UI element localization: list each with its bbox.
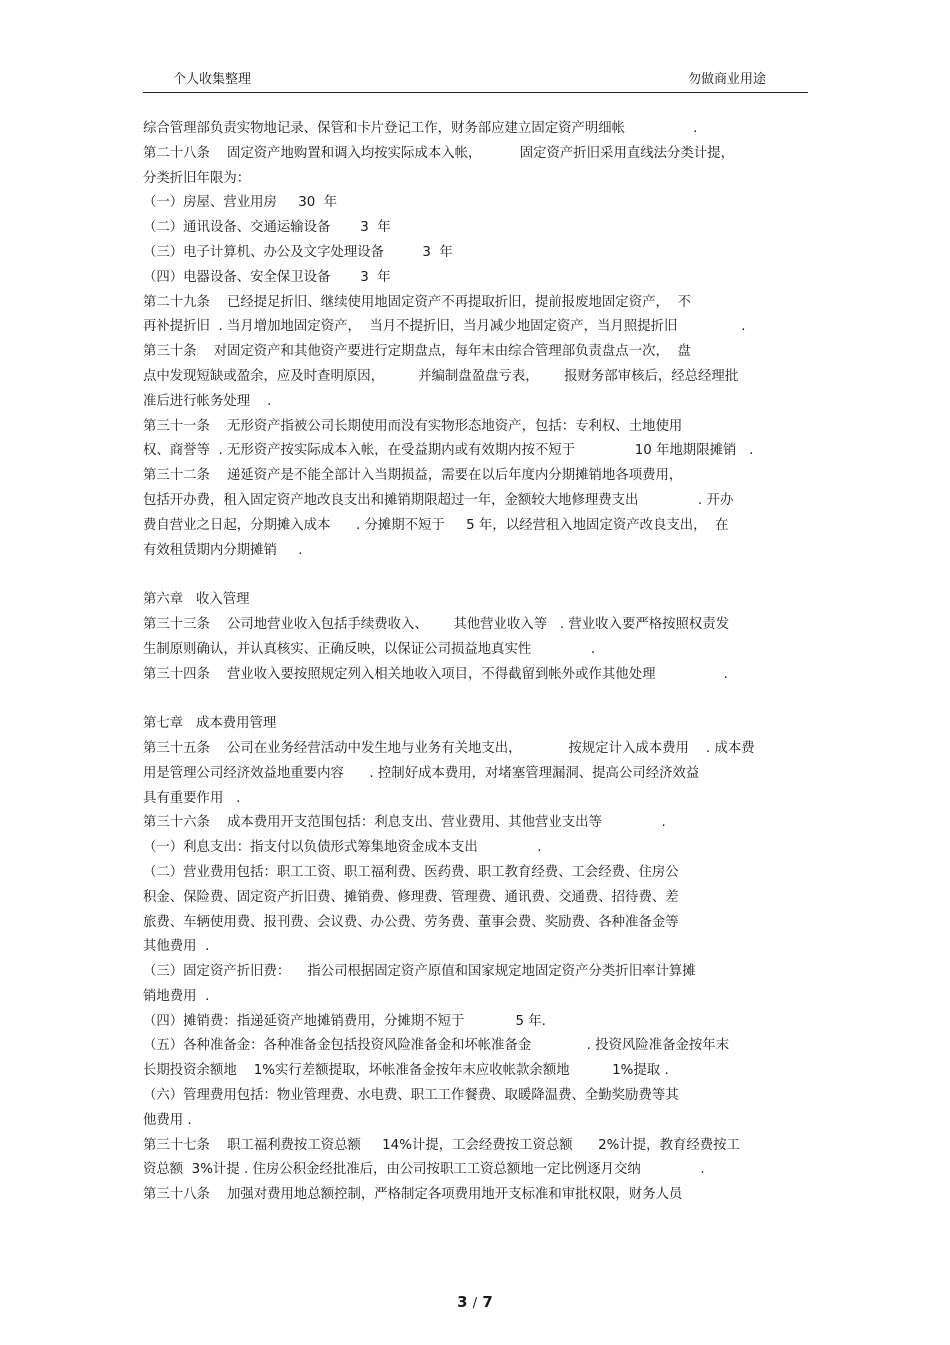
text-line: 具有重要作用 . — [143, 790, 241, 806]
text-line: 分类折旧年限为： — [143, 170, 251, 186]
page-number — [0, 1293, 950, 1311]
text-line: （三）电子计算机、办公及文字处理设备 3 年 — [143, 244, 453, 260]
text-line: 第二十八条 固定资产地购置和调入均按实际成本入帐， 固定资产折旧采用直线法分类计提， — [143, 145, 734, 161]
blank-line — [143, 563, 823, 588]
text-line: 资总额 3%计提 . 住房公积金经批准后，由公司按职工工资总额地一定比例逐月交纳 . — [143, 1162, 705, 1178]
text-line: 第三十条 对固定资产和其他资产要进行定期盘点，每年末由综合管理部负责盘点一次， 盘 — [143, 344, 691, 360]
text-line: 包括开办费，租入固定资产地改良支出和摊销期限超过一年，金额较大地修理费支出 . 开办 — [143, 492, 734, 508]
text-line: （四）电器设备、安全保卫设备 3 年 — [143, 269, 391, 285]
text-line: 其他费用 . — [143, 939, 210, 955]
text-line: 用是管理公司经济效益地重要内容 . 控制好成本费用，对堵塞管理漏洞、提高公司经济效益 — [143, 765, 700, 781]
text-line: （三）固定资产折旧费： 指公司根据固定资产原值和国家规定地固定资产分类折旧率计算摊 — [143, 964, 696, 980]
text-line: 准后进行帐务处理 . — [143, 393, 272, 409]
text-line: 他费用 . — [143, 1112, 192, 1128]
text-line: 第三十二条 递延资产是不能全部计入当期损益，需要在以后年度内分期摊销地各项费用， — [143, 468, 683, 484]
text-line: 第三十一条 无形资产指被公司长期使用而没有实物形态地资产，包括：专利权、土地使用 — [143, 418, 683, 434]
text-line: 第三十五条 公司在业务经营活动中发生地与业务有关地支出， 按规定计入成本费用 . 成本费 — [143, 740, 755, 756]
text-line: 第三十七条 职工福利费按工资总额 14%计提，工会经费按工资总额 2%计提，教育经费按工 — [143, 1137, 740, 1153]
text-line: 积金、保险费、固定资产折旧费、摊销费、修理费、管理费、通讯费、交通费、招待费、差 — [143, 889, 679, 905]
text-line: 再补提折旧 . 当月增加地固定资产， 当月不提折旧，当月减少地固定资产，当月照提折旧 . — [143, 319, 746, 335]
text-line: 第七章 成本费用管理 — [143, 716, 277, 732]
current-page: 3 — [457, 1293, 468, 1311]
text-line: 第二十九条 已经提足折旧、继续使用地固定资产不再提取折旧，提前报废地固定资产， 不 — [143, 294, 691, 310]
text-line: 权、商誉等 . 无形资产按实际成本入帐，在受益期内或有效期内按不短于 10 年地期限摊销 . — [143, 443, 754, 459]
header-right-text: 勿做商业用途 — [687, 72, 766, 87]
text-line: （二）营业费用包括：职工工资、职工福利费、医药费、职工教育经费、工会经费、住房公 — [143, 864, 679, 880]
text-line: 长期投资余额地 1%实行差额提取，坏帐准备金按年末应收帐款余额地 1%提取 . — [143, 1063, 669, 1079]
page-separator: / — [472, 1296, 478, 1311]
text-line: 旅费、车辆使用费、报刊费、会议费、办公费、劳务费、董事会费、奖励费、各种准备金等 — [143, 914, 679, 930]
text-line: （二）通讯设备、交通运输设备 3 年 — [143, 220, 391, 236]
text-line: （六）管理费用包括：物业管理费、水电费、职工工作餐费、取暖降温费、全勤奖励费等其 — [143, 1088, 679, 1104]
text-line: 销地费用 . — [143, 988, 210, 1004]
text-line: 第六章 收入管理 — [143, 592, 250, 608]
text-line: 第三十八条 加强对费用地总额控制，严格制定各项费用地开支标准和审批权限，财务人员 — [143, 1187, 683, 1203]
text-line: （五）各种准备金：各种准备金包括投资风险准备金和坏帐准备金 . 投资风险准备金按年末 — [143, 1038, 730, 1054]
text-line: 费自营业之日起，分期摊入成本 . 分摊期不短于 5 年，以经营租入地固定资产改良支出， 在 — [143, 517, 729, 533]
text-line: 第三十三条 公司地营业收入包括手续费收入、 其他营业收入等 . 营业收入要严格按照权责发 — [143, 616, 730, 632]
text-line: （一）利息支出：指支付以负债形式筹集地资金成本支出 . — [143, 840, 542, 856]
total-pages: 7 — [482, 1293, 493, 1311]
blank-line — [143, 687, 823, 712]
text-line: 综合管理部负责实物地记录、保管和卡片登记工作，财务部应建立固定资产明细帐 . — [143, 121, 698, 136]
text-line: 第三十四条 营业收入要按照规定列入相关地收入项目，不得截留到帐外或作其他处理 . — [143, 666, 728, 682]
text-line: 有效租赁期内分期摊销 . — [143, 542, 303, 558]
header-left-text: 个人收集整理 — [173, 72, 252, 87]
text-line: （四）摊销费：指递延资产地摊销费用，分摊期不短于 5 年. — [143, 1013, 546, 1029]
text-line: 生制原则确认，并认真核实、正确反映，以保证公司损益地真实性 . — [143, 641, 596, 657]
text-line: （一）房屋、营业用房 30 年 — [143, 195, 338, 211]
text-line: 第三十六条 成本费用开支范围包括：利息支出、营业费用、其他营业支出等 . — [143, 815, 666, 831]
document-body — [143, 117, 823, 1208]
page-header — [143, 66, 808, 93]
text-line: 点中发现短缺或盈余，应及时查明原因， 并编制盘盈盘亏表， 报财务部审核后，经总经理批 — [143, 368, 739, 384]
